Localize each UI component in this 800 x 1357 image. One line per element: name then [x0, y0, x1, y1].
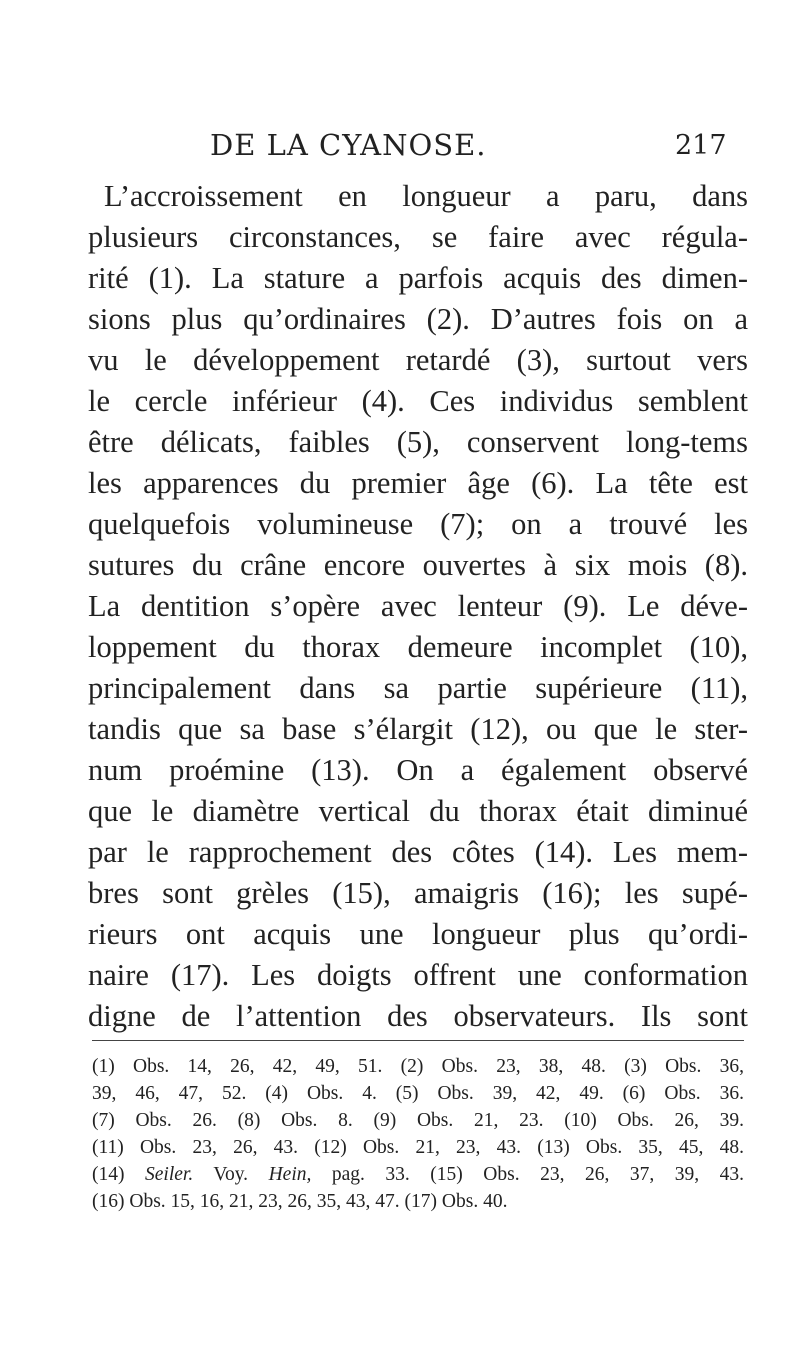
- body-line: rieurs ont acquis une longueur plus qu’ordi-: [88, 917, 748, 951]
- body-line: La dentition s’opère avec lenteur (9). Le déve-: [88, 589, 748, 623]
- footnote-line: (1) Obs. 14, 26, 42, 49, 51. (2) Obs. 23, 38, 48. (3) Obs. 36,: [92, 1056, 744, 1077]
- footnote-line: (11) Obs. 23, 26, 43. (12) Obs. 21, 23, 43. (13) Obs. 35, 45, 48.: [92, 1137, 744, 1158]
- body-line: que le diamètre vertical du thorax était diminué: [88, 794, 748, 828]
- footnote-author: Seiler.: [145, 1164, 194, 1185]
- body-line: digne de l’attention des observateurs. Ils sont: [88, 999, 748, 1033]
- body-line: num proémine (13). On a également observé: [88, 753, 748, 787]
- footnote-line: 39, 46, 47, 52. (4) Obs. 4. (5) Obs. 39, 42, 49. (6) Obs. 36.: [92, 1083, 744, 1104]
- body-line: sions plus qu’ordinaires (2). D’autres fois on a: [88, 302, 748, 336]
- body-line: les apparences du premier âge (6). La tête est: [88, 466, 748, 500]
- footnote-rest: pag. 33. (15) Obs. 23, 26, 37, 39, 43.: [331, 1164, 745, 1185]
- body-line: tandis que sa base s’élargit (12), ou que le ster-: [88, 712, 748, 746]
- body-line: être délicats, faibles (5), conservent long-tems: [88, 425, 748, 459]
- body-line: vu le développement retardé (3), surtout vers: [88, 343, 748, 377]
- page-number: 217: [675, 130, 727, 161]
- footnote-voy: Voy.: [213, 1164, 249, 1185]
- footnotes: [92, 1053, 744, 1215]
- footnote-line: (7) Obs. 26. (8) Obs. 8. (9) Obs. 21, 23. (10) Obs. 26, 39.: [92, 1110, 744, 1131]
- body-line: bres sont grèles (15), amaigris (16); les supé-: [88, 876, 748, 910]
- body-line: sutures du crâne encore ouvertes à six mois (8).: [88, 548, 748, 582]
- body-line: loppement du thorax demeure incomplet (10),: [88, 630, 748, 664]
- running-head: [190, 128, 727, 168]
- body-line: le cercle inférieur (4). Ces individus semblent: [88, 384, 748, 418]
- footnote-divider: [92, 1040, 744, 1041]
- body-line: L’accroissement en longueur a paru, dans: [104, 179, 748, 213]
- running-title: DE LA CYANOSE.: [210, 128, 487, 162]
- body-line: naire (17). Les doigts offrent une conformation: [88, 958, 748, 992]
- body-line: par le rapprochement des côtes (14). Les mem-: [88, 835, 748, 869]
- body-line: quelquefois volumineuse (7); on a trouvé les: [88, 507, 748, 541]
- footnote-line: (16) Obs. 15, 16, 21, 23, 26, 35, 43, 47. (17) Obs. 40.: [92, 1191, 508, 1212]
- footnote-line-seiler: [92, 1161, 744, 1188]
- body-line: rité (1). La stature a parfois acquis des dimen-: [88, 261, 748, 295]
- body-line: principalement dans sa partie supérieure (11),: [88, 671, 748, 705]
- footnote-number: (14): [92, 1164, 125, 1185]
- body-paragraph: [88, 176, 748, 1037]
- footnote-work: Hein,: [268, 1164, 312, 1185]
- body-line: plusieurs circonstances, se faire avec régula-: [88, 220, 748, 254]
